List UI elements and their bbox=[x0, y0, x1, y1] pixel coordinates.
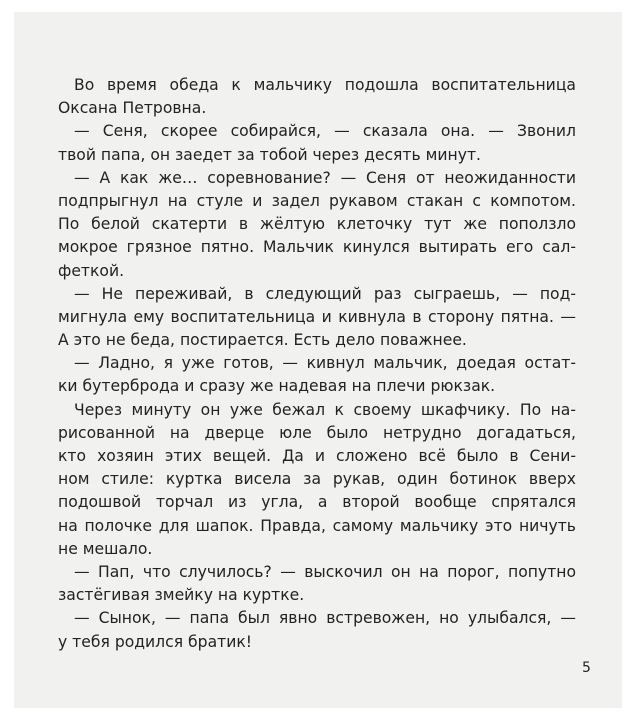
paragraph bbox=[58, 561, 576, 607]
text-line: не мешало. bbox=[58, 539, 153, 558]
text-line: феткой. bbox=[58, 261, 125, 280]
text-line: По белой скатерти в жёлтую клеточку тут же поползло bbox=[58, 215, 576, 234]
paragraph bbox=[58, 167, 576, 283]
text-line: — Сеня, скорее собирайся, — сказала она. — Звонил bbox=[74, 122, 576, 141]
page-number: 5 bbox=[582, 660, 591, 676]
text-line: мигнула ему воспитательница и кивнула в сторону пятна. — bbox=[58, 307, 576, 326]
paragraph bbox=[58, 74, 576, 120]
page-text bbox=[58, 74, 576, 654]
text-line: у тебя родился братик! bbox=[58, 632, 253, 651]
text-line: на полочке для шапок. Правда, самому мальчику это ничуть bbox=[58, 516, 576, 535]
text-line: — А как же… соревнование? — Сеня от неожиданности bbox=[74, 168, 576, 187]
text-line: А это не беда, постирается. Есть дело поважнее. bbox=[58, 331, 467, 350]
text-line: рисованной на дверце юле было нетрудно догадаться, bbox=[58, 423, 576, 442]
text-line: мокрое грязное пятно. Мальчик кинулся вытирать его сал- bbox=[58, 238, 576, 257]
text-line: ки бутерброда и сразу же надевая на плечи рюкзак. bbox=[58, 377, 496, 396]
paragraph bbox=[58, 607, 576, 653]
text-line: застёгивая змейку на куртке. bbox=[58, 586, 305, 605]
text-line: Через минуту он уже бежал к своему шкафчику. По на- bbox=[74, 400, 576, 419]
book-page bbox=[14, 12, 622, 708]
text-line: Оксана Петровна. bbox=[58, 99, 207, 118]
text-line: твой папа, он заедет за тобой через десять минут. bbox=[58, 145, 482, 164]
text-line: — Ладно, я уже готов, — кивнул мальчик, доедая остат- bbox=[74, 354, 576, 373]
text-line: подпрыгнул на стуле и задел рукавом стакан с компотом. bbox=[58, 191, 576, 210]
paragraph bbox=[58, 283, 576, 353]
text-line: — Пап, что случилось? — выскочил он на порог, попутно bbox=[74, 562, 576, 581]
paragraph bbox=[58, 120, 576, 166]
paragraph bbox=[58, 352, 576, 398]
text-line: — Сынок, — папа был явно встревожен, но улыбался, — bbox=[74, 609, 576, 628]
text-line: ном стиле: куртка висела за рукав, один ботинок вверх bbox=[58, 470, 576, 489]
paragraph bbox=[58, 399, 576, 561]
text-line: Во время обеда к мальчику подошла воспитательница bbox=[74, 76, 576, 94]
text-line: — Не переживай, в следующий раз сыграешь, — под- bbox=[74, 284, 576, 303]
text-line: кто хозяин этих вещей. Да и сложено всё было в Сени- bbox=[58, 447, 576, 465]
text-line: подошвой торчал из угла, а второй вообще спрятался bbox=[58, 493, 576, 512]
